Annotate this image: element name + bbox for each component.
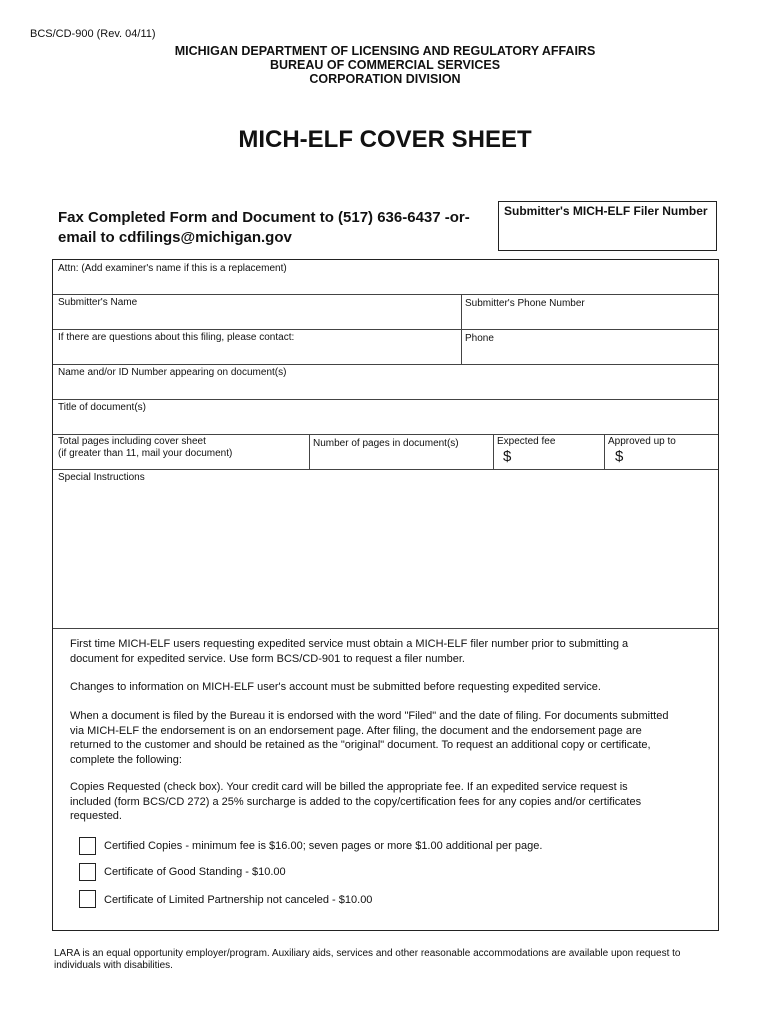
- paragraph-line: returned to the customer and should be retained as the "original" document. To request an additional copy or certificate,: [70, 739, 651, 751]
- attn-label: Attn: (Add examiner's name if this is a replacement): [58, 263, 287, 274]
- certified-copies-checkbox[interactable]: [79, 837, 96, 855]
- filer-number-field[interactable]: [498, 201, 717, 251]
- paragraph-line: Copies Requested (check box). Your credit card will be billed the appropriate fee. If an expedited service request is: [70, 781, 628, 793]
- paragraph-line: included (form BCS/CD 272) a 25% surcharge is added to the copy/certification fees for any copies and/or certificates: [70, 795, 642, 808]
- equal-opportunity-footer: [54, 948, 714, 972]
- copies-requested-instructions: [70, 780, 700, 824]
- expected-fee-currency: $: [503, 448, 512, 465]
- contact-label: If there are questions about this filing, please contact:: [58, 332, 295, 343]
- approved-up-to-label: Approved up to: [608, 436, 676, 447]
- limited-partnership-label: Certificate of Limited Partnership not canceled - $10.00: [104, 894, 373, 906]
- approved-currency: $: [615, 448, 624, 465]
- endorsement-instructions: [70, 709, 700, 767]
- filer-number-instructions: [70, 637, 700, 666]
- submitter-phone-label: Submitter's Phone Number: [465, 298, 585, 309]
- total-pages-note: (if greater than 11, mail your document): [58, 448, 233, 459]
- certified-copies-label: Certified Copies - minimum fee is $16.00; seven pages or more $1.00 additional per page.: [104, 840, 543, 852]
- footer-line: LARA is an equal opportunity employer/program. Auxiliary aids, services and other reasonable accommodations are available upon request to: [54, 948, 681, 959]
- paragraph-line: requested.: [70, 810, 122, 822]
- agency-name: MICHIGAN DEPARTMENT OF LICENSING AND REGULATORY AFFAIRS: [174, 44, 596, 58]
- bureau-name: BUREAU OF COMMERCIAL SERVICES: [269, 58, 501, 72]
- fax-instructions: [58, 208, 488, 248]
- paragraph-line: When a document is filed by the Bureau it is endorsed with the word "Filed" and the date of filing. For documents submitted: [70, 710, 669, 722]
- account-change-note: Changes to information on MICH-ELF user's account must be submitted before requesting expedited service.: [70, 681, 601, 693]
- page-title: MICH-ELF COVER SHEET: [238, 126, 532, 153]
- total-pages-label: [58, 436, 232, 460]
- paragraph-line: First time MICH-ELF users requesting expedited service must obtain a MICH-ELF filer number prior to submitting a: [70, 638, 629, 650]
- cover-sheet-form: [52, 259, 719, 931]
- fax-line: Fax Completed Form and Document to (517) 636-6437 -or-: [58, 209, 470, 226]
- form-number: BCS/CD-900 (Rev. 04/11): [30, 28, 156, 40]
- num-pages-label: Number of pages in document(s): [313, 438, 459, 449]
- phone-label: Phone: [465, 333, 494, 344]
- footer-line: individuals with disabilities.: [54, 960, 173, 971]
- good-standing-checkbox[interactable]: [79, 863, 96, 881]
- filer-number-label: Submitter's MICH-ELF Filer Number: [504, 204, 708, 218]
- paragraph-line: complete the following:: [70, 753, 182, 766]
- good-standing-label: Certificate of Good Standing - $10.00: [104, 866, 286, 878]
- expected-fee-label: Expected fee: [497, 436, 556, 447]
- special-instructions-label: Special Instructions: [58, 472, 145, 483]
- email-line: email to cdfilings@michigan.gov: [58, 229, 292, 246]
- limited-partnership-checkbox[interactable]: [79, 890, 96, 908]
- division-name: CORPORATION DIVISION: [309, 72, 461, 86]
- agency-header: [0, 44, 770, 86]
- total-pages-line: Total pages including cover sheet: [58, 436, 206, 447]
- paragraph-line: document for expedited service. Use form BCS/CD-901 to request a filer number.: [70, 652, 465, 665]
- submitter-name-label: Submitter's Name: [58, 297, 138, 308]
- document-title-label: Title of document(s): [58, 402, 146, 413]
- paragraph-line: via MICH-ELF the endorsement is on an endorsement page. After filing, the document and the endorsement page are: [70, 724, 642, 737]
- name-id-label: Name and/or ID Number appearing on document(s): [58, 367, 287, 378]
